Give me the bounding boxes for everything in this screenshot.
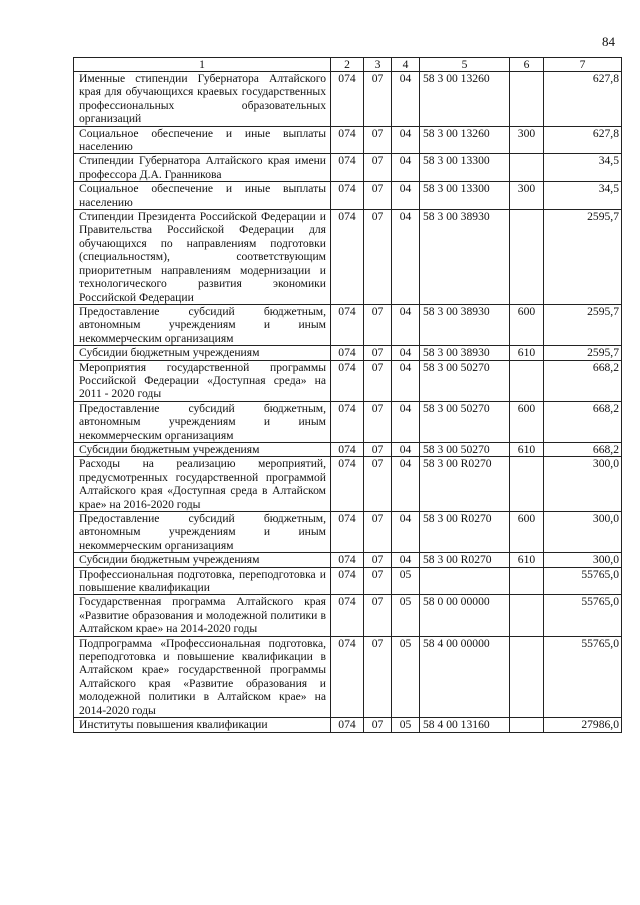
row-name: Подпрограмма «Профессиональная подготовка, переподготовка и повышение квалификации в Алтайском крае» государственной программы Алтайского края «Развитие образования и молодежной политики в Алтайском крае» на 2014-2020 годы — [74, 636, 331, 717]
row-section: 07 — [364, 126, 392, 154]
row-target-article: 58 3 00 R0270 — [420, 457, 510, 512]
row-code: 074 — [331, 636, 364, 717]
row-target-article: 58 3 00 50270 — [420, 442, 510, 456]
table-row — [74, 210, 622, 305]
row-section: 07 — [364, 304, 392, 345]
header-col-6: 6 — [510, 58, 544, 72]
row-expense-type — [510, 718, 544, 732]
row-name: Предоставление субсидий бюджетным, автономным учреждениям и иным некоммерческим организациям — [74, 401, 331, 442]
row-name: Социальное обеспечение и иные выплаты населению — [74, 182, 331, 210]
table-row — [74, 401, 622, 442]
row-name: Стипендии Губернатора Алтайского края имени профессора Д.А. Гранникова — [74, 154, 331, 182]
row-target-article: 58 3 00 13300 — [420, 154, 510, 182]
row-code: 074 — [331, 210, 364, 305]
row-subsection: 04 — [392, 360, 420, 401]
row-expense-type: 610 — [510, 553, 544, 567]
row-expense-type — [510, 636, 544, 717]
header-col-2: 2 — [331, 58, 364, 72]
row-section: 07 — [364, 182, 392, 210]
table-row — [74, 718, 622, 732]
row-subsection: 04 — [392, 182, 420, 210]
row-code: 074 — [331, 126, 364, 154]
header-col-5: 5 — [420, 58, 510, 72]
row-code: 074 — [331, 553, 364, 567]
table-row — [74, 636, 622, 717]
row-amount: 627,8 — [544, 72, 622, 127]
table-row — [74, 304, 622, 345]
table-row — [74, 72, 622, 127]
table-row — [74, 442, 622, 456]
row-subsection: 04 — [392, 346, 420, 360]
row-target-article: 58 3 00 13300 — [420, 182, 510, 210]
row-target-article: 58 3 00 38930 — [420, 210, 510, 305]
row-code: 074 — [331, 154, 364, 182]
row-code: 074 — [331, 304, 364, 345]
row-section: 07 — [364, 401, 392, 442]
row-section: 07 — [364, 457, 392, 512]
row-amount: 668,2 — [544, 442, 622, 456]
row-section: 07 — [364, 346, 392, 360]
row-subsection: 04 — [392, 457, 420, 512]
row-amount: 34,5 — [544, 182, 622, 210]
row-expense-type: 610 — [510, 442, 544, 456]
row-expense-type: 600 — [510, 304, 544, 345]
row-subsection: 04 — [392, 512, 420, 553]
row-section: 07 — [364, 718, 392, 732]
table-row — [74, 457, 622, 512]
row-name: Субсидии бюджетным учреждениям — [74, 346, 331, 360]
row-amount: 300,0 — [544, 553, 622, 567]
row-name: Предоставление субсидий бюджетным, автономным учреждениям и иным некоммерческим организациям — [74, 512, 331, 553]
row-subsection: 04 — [392, 210, 420, 305]
row-target-article: 58 3 00 13260 — [420, 72, 510, 127]
row-section: 07 — [364, 636, 392, 717]
row-section: 07 — [364, 595, 392, 636]
row-name: Государственная программа Алтайского края «Развитие образования и молодежной политики в Алтайском крае» на 2014-2020 годы — [74, 595, 331, 636]
row-amount: 55765,0 — [544, 595, 622, 636]
row-section: 07 — [364, 442, 392, 456]
row-target-article: 58 3 00 13260 — [420, 126, 510, 154]
row-name: Мероприятия государственной программы Российской Федерации «Доступная среда» на 2011 - 2020 годы — [74, 360, 331, 401]
row-code: 074 — [331, 182, 364, 210]
row-section: 07 — [364, 553, 392, 567]
row-section: 07 — [364, 360, 392, 401]
row-amount: 55765,0 — [544, 567, 622, 595]
row-expense-type — [510, 360, 544, 401]
table-row — [74, 360, 622, 401]
row-expense-type — [510, 457, 544, 512]
row-target-article: 58 3 00 R0270 — [420, 512, 510, 553]
row-subsection: 05 — [392, 636, 420, 717]
header-col-3: 3 — [364, 58, 392, 72]
row-amount: 668,2 — [544, 401, 622, 442]
row-amount: 2595,7 — [544, 210, 622, 305]
table-row — [74, 346, 622, 360]
row-expense-type: 300 — [510, 126, 544, 154]
row-expense-type: 600 — [510, 512, 544, 553]
table-body — [74, 72, 622, 733]
row-target-article: 58 4 00 13160 — [420, 718, 510, 732]
table-row — [74, 126, 622, 154]
row-code: 074 — [331, 401, 364, 442]
row-expense-type — [510, 154, 544, 182]
row-section: 07 — [364, 72, 392, 127]
row-target-article — [420, 567, 510, 595]
row-amount: 2595,7 — [544, 304, 622, 345]
row-name: Предоставление субсидий бюджетным, автономным учреждениям и иным некоммерческим организациям — [74, 304, 331, 345]
row-subsection: 05 — [392, 718, 420, 732]
row-code: 074 — [331, 442, 364, 456]
row-code: 074 — [331, 567, 364, 595]
row-name: Именные стипендии Губернатора Алтайского края для обучающихся краевых государственных профессиональных образовательных организаций — [74, 72, 331, 127]
row-subsection: 04 — [392, 401, 420, 442]
row-code: 074 — [331, 457, 364, 512]
row-name: Расходы на реализацию мероприятий, предусмотренных государственной программой Алтайского края «Доступная среда в Алтайском крае» на 2016-2020 годы — [74, 457, 331, 512]
row-code: 074 — [331, 72, 364, 127]
row-amount: 55765,0 — [544, 636, 622, 717]
row-expense-type: 600 — [510, 401, 544, 442]
row-target-article: 58 0 00 00000 — [420, 595, 510, 636]
row-subsection: 04 — [392, 553, 420, 567]
row-section: 07 — [364, 210, 392, 305]
row-name: Профессиональная подготовка, переподготовка и повышение квалификации — [74, 567, 331, 595]
row-subsection: 04 — [392, 442, 420, 456]
table-row — [74, 512, 622, 553]
row-subsection: 04 — [392, 154, 420, 182]
row-code: 074 — [331, 595, 364, 636]
header-col-1: 1 — [74, 58, 331, 72]
row-expense-type — [510, 72, 544, 127]
row-code: 074 — [331, 360, 364, 401]
row-name: Социальное обеспечение и иные выплаты населению — [74, 126, 331, 154]
row-name: Стипендии Президента Российской Федерации и Правительства Российской Федерации для обучающихся по направлениям подготовки (специальностям), соответствующим приоритетным направлениям модернизации и технологического развития экономики Российской Федерации — [74, 210, 331, 305]
page-number: 84 — [602, 34, 615, 49]
row-target-article: 58 3 00 R0270 — [420, 553, 510, 567]
row-target-article: 58 3 00 38930 — [420, 304, 510, 345]
row-section: 07 — [364, 154, 392, 182]
row-expense-type: 300 — [510, 182, 544, 210]
row-expense-type — [510, 210, 544, 305]
row-expense-type: 610 — [510, 346, 544, 360]
table-row — [74, 595, 622, 636]
row-amount: 34,5 — [544, 154, 622, 182]
row-name: Институты повышения квалификации — [74, 718, 331, 732]
row-section: 07 — [364, 512, 392, 553]
row-target-article: 58 4 00 00000 — [420, 636, 510, 717]
row-subsection: 04 — [392, 72, 420, 127]
row-expense-type — [510, 567, 544, 595]
row-amount: 2595,7 — [544, 346, 622, 360]
table-header-row — [74, 58, 622, 72]
row-code: 074 — [331, 718, 364, 732]
row-target-article: 58 3 00 50270 — [420, 360, 510, 401]
row-name: Субсидии бюджетным учреждениям — [74, 553, 331, 567]
header-col-7: 7 — [544, 58, 622, 72]
row-amount: 300,0 — [544, 512, 622, 553]
table-row — [74, 553, 622, 567]
row-subsection: 05 — [392, 595, 420, 636]
row-amount: 27986,0 — [544, 718, 622, 732]
row-subsection: 04 — [392, 304, 420, 345]
row-code: 074 — [331, 346, 364, 360]
header-col-4: 4 — [392, 58, 420, 72]
budget-table — [73, 57, 622, 733]
row-code: 074 — [331, 512, 364, 553]
row-name: Субсидии бюджетным учреждениям — [74, 442, 331, 456]
row-target-article: 58 3 00 50270 — [420, 401, 510, 442]
row-amount: 668,2 — [544, 360, 622, 401]
row-expense-type — [510, 595, 544, 636]
row-amount: 300,0 — [544, 457, 622, 512]
table-row — [74, 567, 622, 595]
row-target-article: 58 3 00 38930 — [420, 346, 510, 360]
row-section: 07 — [364, 567, 392, 595]
row-subsection: 05 — [392, 567, 420, 595]
row-subsection: 04 — [392, 126, 420, 154]
row-amount: 627,8 — [544, 126, 622, 154]
table-row — [74, 154, 622, 182]
table-row — [74, 182, 622, 210]
